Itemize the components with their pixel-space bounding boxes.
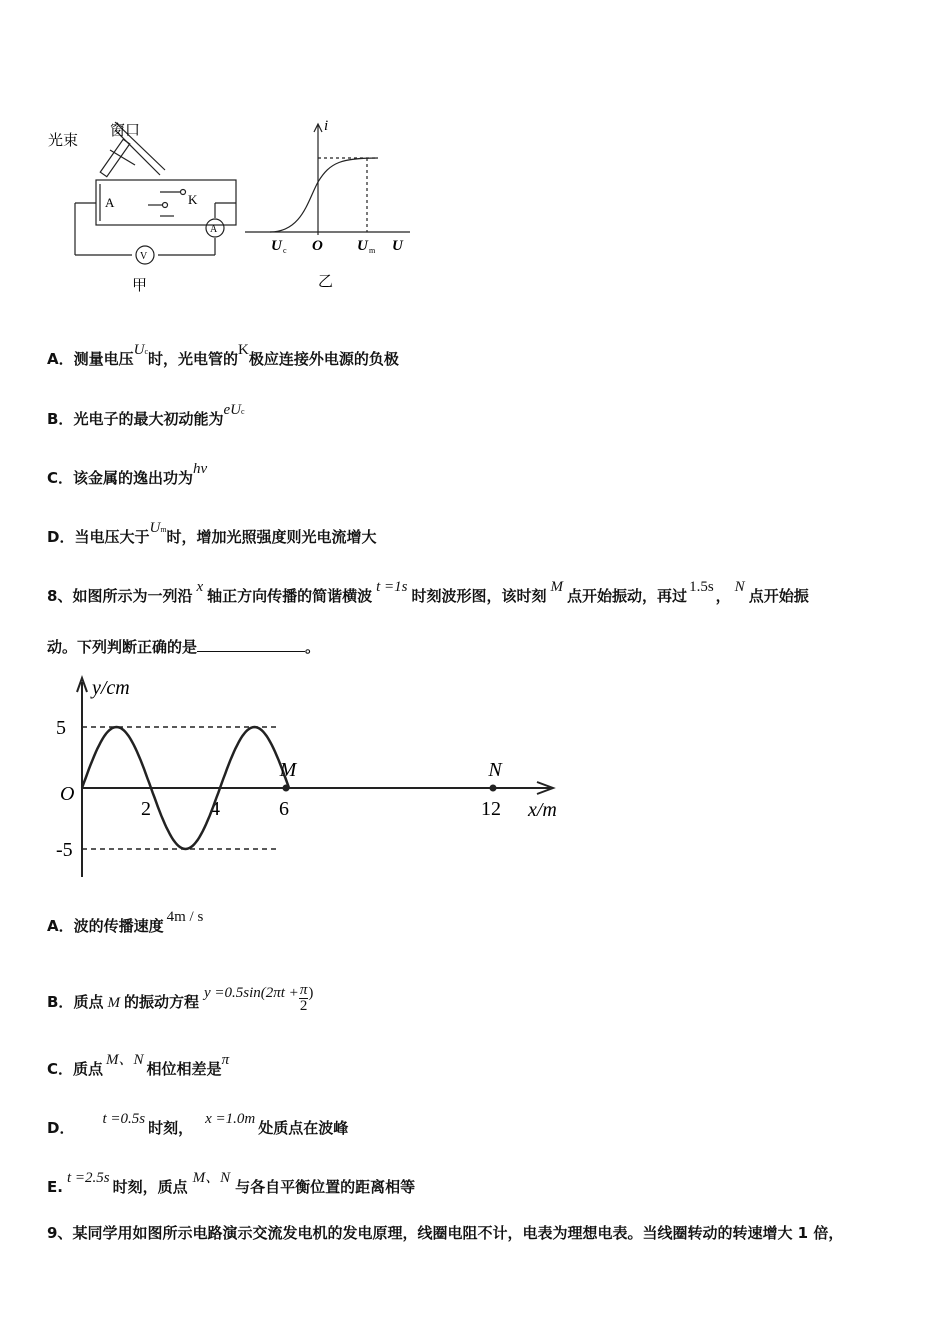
yi-uc-main: U (271, 238, 282, 254)
q7-option-c: C．该金属的逸出功为hν (47, 461, 208, 487)
q8-option-c: C．质点 M、N 相位相差是π (47, 1052, 230, 1078)
anode-label: A (105, 195, 115, 210)
wave-chart (45, 670, 585, 885)
figure-photoelectric (40, 110, 430, 300)
point-n (490, 785, 497, 792)
answer-blank[interactable] (197, 639, 305, 652)
x-axis-label: x/m (528, 799, 557, 821)
q8-stem-line1: 8、如图所示为一列沿 x 轴正方向传播的简谐横波 t =1s 时刻波形图，该时刻 M 点开始振动，再过 1.5s ， N 点开始振 (47, 579, 809, 605)
y-tick-label: -5 (56, 839, 73, 861)
q8-stem-line2: 动。下列判断正确的是 。 (47, 638, 321, 656)
yi-origin: O (312, 238, 323, 254)
beam-label: 光束 (48, 133, 79, 149)
origin-label: O (60, 783, 75, 805)
circuit-diagram-jia (75, 122, 236, 264)
yi-axis-i: i (324, 118, 329, 134)
yi-axis-U: U (392, 238, 403, 254)
q7-option-a: A．测量电压$U^c$时，光电管的K极应连接外电源的负极 (47, 342, 399, 368)
q8-option-e: E. t =2.5s 时刻，质点 M、N 与各自平衡位置的距离相等 (47, 1170, 416, 1196)
yi-um-main: U (357, 238, 368, 254)
x-tick-label: 6 (279, 798, 289, 820)
ammeter-label: A (210, 224, 218, 235)
y-tick-label: 5 (56, 717, 66, 739)
x-tick-label: 12 (481, 798, 501, 820)
yi-um-sub: m (369, 246, 376, 255)
point-m (283, 785, 290, 792)
point-label-m: M (279, 759, 297, 781)
q8-option-b: B．质点 M 的振动方程 y =0.5sin(2πt + $\frac{\pi}{2}$ ) (47, 982, 314, 1014)
window-label: 窗口 (110, 123, 141, 139)
voltmeter-label: V (140, 251, 148, 262)
q9-stem: 9、某同学用如图所示电路演示交流发电机的发电原理，线圈电阻不计，电表为理想电表。当线圈转动的转速增大 1 倍， (47, 1224, 844, 1242)
cathode-label: K (188, 192, 198, 207)
y-axis-label: y/cm (92, 677, 130, 699)
point-label-n: N (488, 759, 502, 781)
x-tick-label: 2 (141, 798, 151, 820)
iv-curve-yi (245, 124, 410, 235)
caption-yi: 乙 (318, 274, 334, 290)
pi-over-2: $\frac{\pi}{2}$ (299, 982, 308, 1014)
q7-option-d: D．当电压大于$U^m$时，增加光照强度则光电流增大 (47, 520, 377, 546)
q8-option-d: D． t =0.5s 时刻， x =1.0m 处质点在波峰 (47, 1111, 349, 1137)
yi-uc-sub: c (283, 246, 287, 255)
q8-option-a: A．波的传播速度 4m / s (47, 909, 204, 935)
x-tick-label: 4 (210, 798, 220, 820)
q7-option-b: B．光电子的最大初动能为$eU^c$ (47, 402, 245, 428)
caption-jia: 甲 (132, 278, 148, 294)
